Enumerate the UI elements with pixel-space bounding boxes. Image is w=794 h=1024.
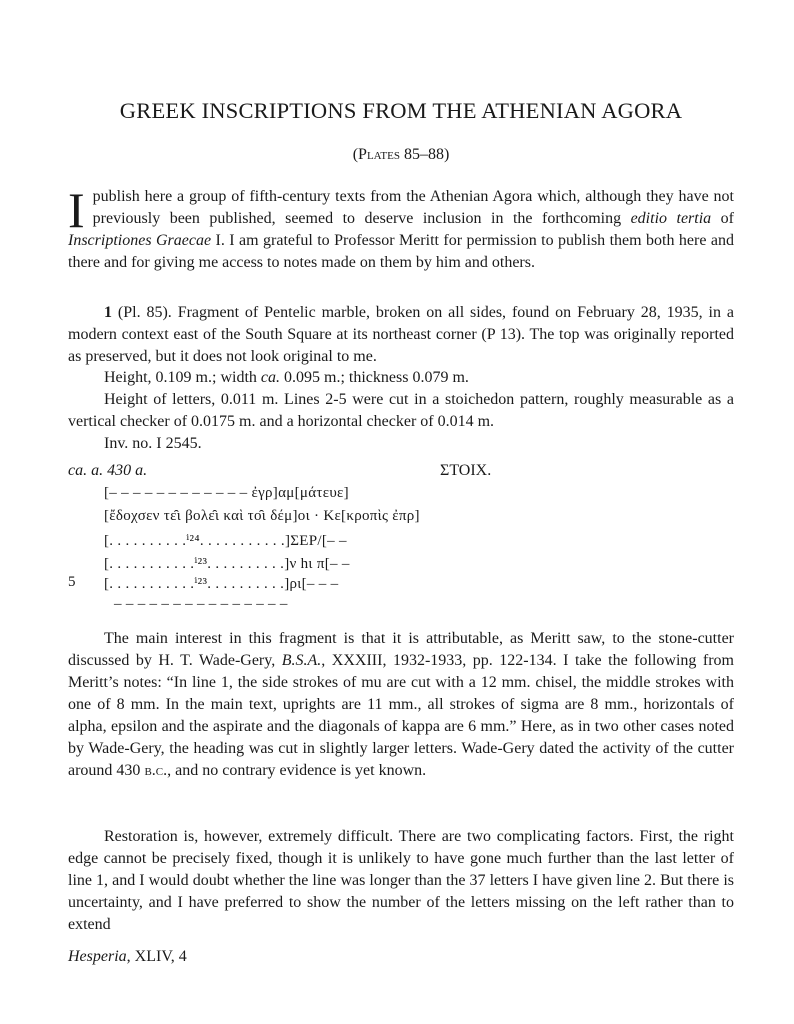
inscription-line-3: [. . . . . . . . . .ⁱ²⁴. . . . . . . . . . .]ΣΕΡ/[– – <box>104 533 347 549</box>
drop-cap: I <box>68 182 85 238</box>
line-number-5: 5 <box>68 574 76 590</box>
inscription-date: ca. a. 430 a. <box>68 462 148 479</box>
entry-number: 1 <box>104 304 112 321</box>
entry-description: 1 (Pl. 85). Fragment of Pentelic marble, broken on all sides, found on February 28, 1935, in a modern context east of the South Square at its northeast corner (P 13). The top was originally reported as preserved, but it does not look original to me. <box>68 304 734 365</box>
plates-reference: (Plates 85–88) <box>352 146 450 163</box>
entry-inventory: Inv. no. I 2545. <box>104 435 202 452</box>
inscription-line-1: [– – – – – – – – – – – – ἐγρ]αμ[μάτευε] <box>104 485 349 501</box>
inscription-line-6: – – – – – – – – – – – – – – – <box>114 596 288 612</box>
entry-letters: Height of letters, 0.011 m. Lines 2-5 were cut in a stoichedon pattern, roughly measurable as a vertical checker of 0.0175 m. and a horizontal checker of 0.014 m. <box>68 391 734 430</box>
footer-citation: Hesperia, XLIV, 4 <box>68 948 187 965</box>
body-paragraph-1: The main interest in this fragment is that it is attributable, as Meritt saw, to the stone-cutter discussed by H. T. Wade-Gery, B.S.A., XXXIII, 1932-1933, pp. 122-134. I take the following from Meritt’s notes: “In line 1, the side strokes of mu are cut with a 12 mm. chisel, the middle strokes with one of 8 mm. In the main text, uprights are 11 mm., all strokes of sigma are 8 mm., horizontals of alpha, epsilon and the aspirate and the diagonals of kappa are 6 mm.” Here, as in two other cases noted by Wade-Gery, the heading was cut in slightly larger letters. Wade-Gery dated the activity of the cutter around 430 b.c., and no contrary evidence is yet known. <box>68 630 734 779</box>
inscription-line-2: [ἔδοχσεν τε̑ι βολε̑ι καὶ το̑ι δέμ]οι · Κε[κροπὶς ἐπρ] <box>104 508 420 524</box>
inscription-line-5: [. . . . . . . . . . .ⁱ²³. . . . . . . . . .]ρι[– – – <box>104 576 339 592</box>
stoichedon-label: ΣΤΟΙΧ. <box>440 462 492 479</box>
inscription-line-4: [. . . . . . . . . . .ⁱ²³. . . . . . . . . .]ν hι π[– – <box>104 556 350 572</box>
page-title: GREEK INSCRIPTIONS FROM THE ATHENIAN AGORA <box>119 98 683 123</box>
entry-dimensions: Height, 0.109 m.; width ca. 0.095 m.; thickness 0.079 m. <box>104 369 469 386</box>
intro-paragraph: Ipublish here a group of fifth-century texts from the Athenian Agora which, although they have not previously been published, seemed to deserve inclusion in the forthcoming editio tertia of Inscriptiones Graecae I. I am grateful to Professor Meritt for permission to publish them both here and there and for giving me access to notes made on them by him and others. <box>68 182 734 271</box>
body-paragraph-2: Restoration is, however, extremely difficult. There are two complicating factors. First, the right edge cannot be precisely fixed, though it is unlikely to have gone much further than the last letter of line 1, and I would doubt whether the line was longer than the 37 letters I have given line 2. But there is uncertainty, and I have preferred to show the number of the letters missing on the left rather than to extend <box>68 828 734 933</box>
